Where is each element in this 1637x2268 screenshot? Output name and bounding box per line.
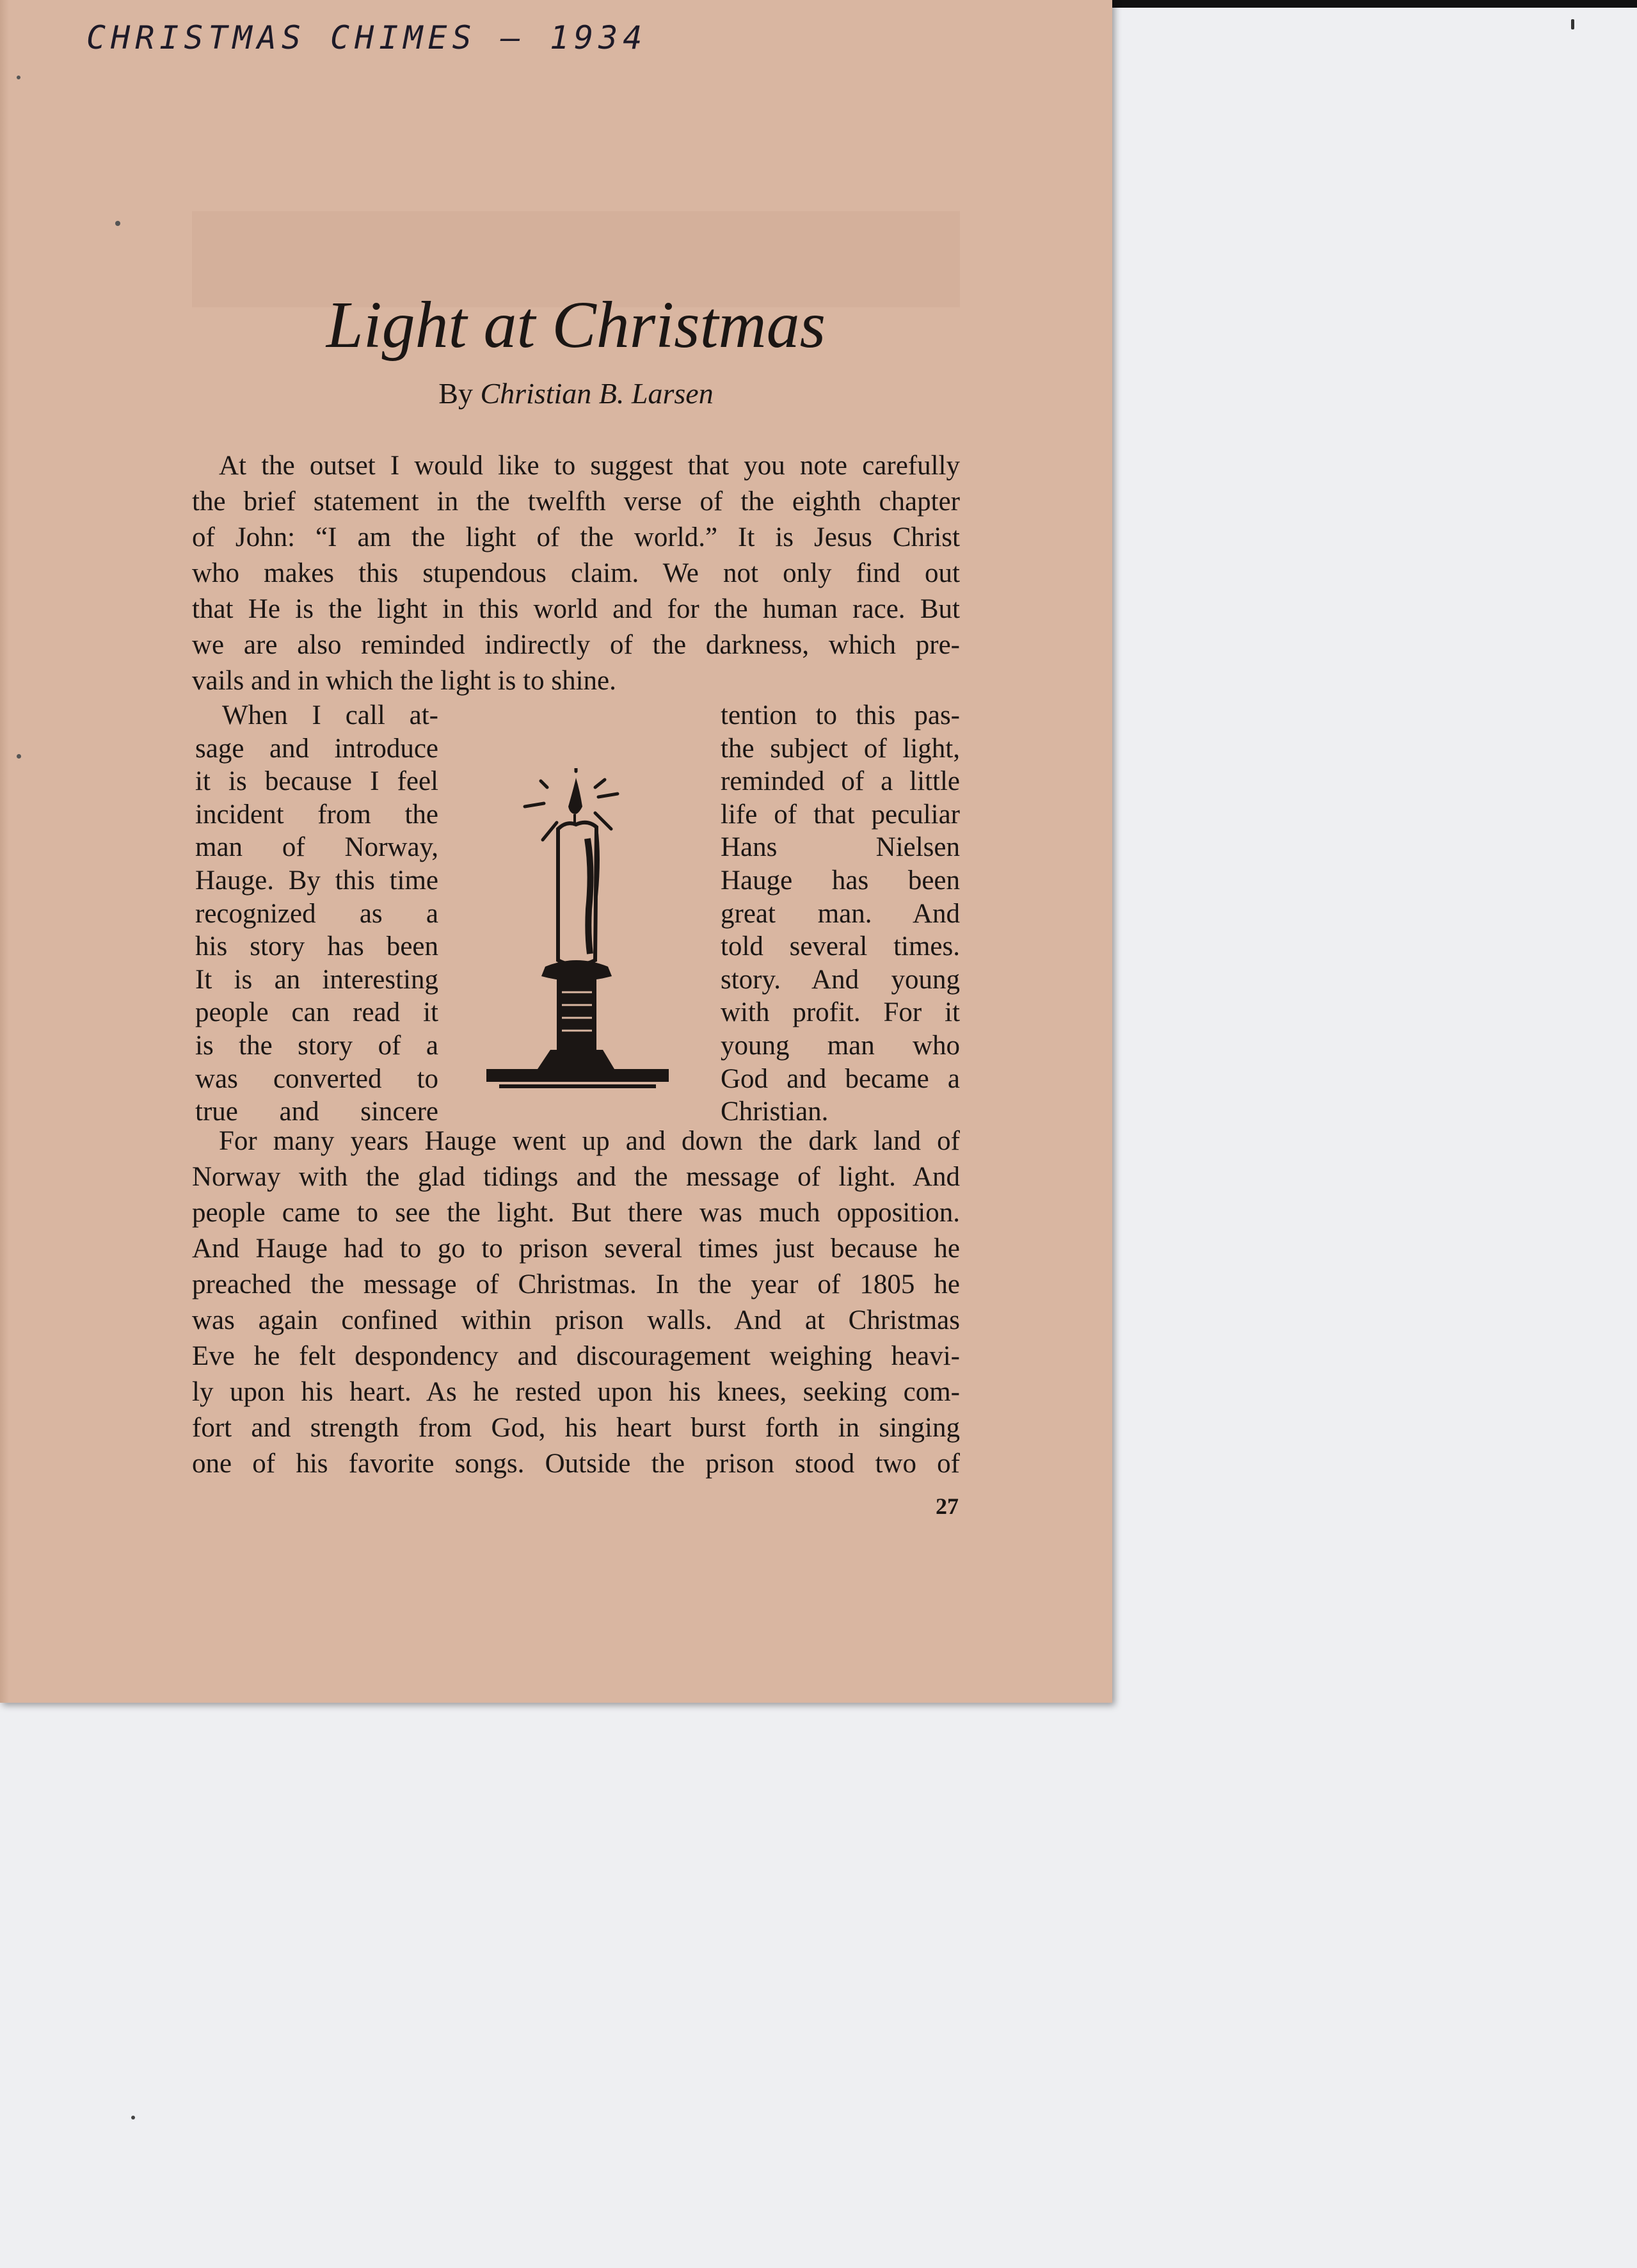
text-line: is the story of a <box>195 1030 438 1061</box>
right-column <box>721 699 960 1129</box>
text-line: man of Norway, <box>195 832 438 863</box>
text-line: story. And young <box>721 964 960 995</box>
candle-icon <box>486 768 678 1088</box>
text-line: we are also reminded indirectly of the darkness, which pre- <box>192 630 960 660</box>
text-line: Christian. <box>721 1097 829 1127</box>
text-line: For many years Hauge went up and down the dark land of <box>219 1126 960 1156</box>
scan-speck <box>115 221 120 226</box>
text-line: God and became a <box>721 1063 960 1094</box>
text-line: And Hauge had to go to prison several times just because he <box>192 1234 960 1264</box>
handwritten-note: CHRISTMAS CHIMES – 1934 <box>86 19 648 56</box>
text-line: Hauge. By this time <box>195 865 438 896</box>
text-line: fort and strength from God, his heart burst forth in singing <box>192 1413 960 1443</box>
text-line: When I call at- <box>222 700 438 730</box>
text-line: Hauge has been <box>721 865 960 896</box>
scan-speck <box>131 2116 135 2119</box>
body-paragraph <box>192 1123 960 1482</box>
byline <box>0 376 1152 410</box>
scan-speck <box>17 754 21 759</box>
text-line: told several times. <box>721 931 960 962</box>
text-line: ly upon his heart. As he rested upon his knees, seeking com- <box>192 1377 960 1407</box>
scan-speck <box>17 76 20 79</box>
text-line: recognized as a <box>195 898 438 929</box>
text-line: reminded of a little <box>721 766 960 797</box>
text-line: one of his favorite songs. Outside the prison stood two of <box>192 1449 960 1479</box>
text-line: it is because I feel <box>195 766 438 797</box>
left-column <box>195 699 438 1129</box>
scan-edge-strip <box>1112 0 1637 8</box>
article-title: Light at Christmas <box>326 288 826 362</box>
text-line: Eve he felt despondency and discouragement weighing heavi- <box>192 1341 960 1371</box>
text-line: who makes this stupendous claim. We not only find out <box>192 558 960 588</box>
text-line: Hans Nielsen <box>721 832 960 863</box>
text-line: that He is the light in this world and for the human race. But <box>192 594 960 624</box>
text-line: the brief statement in the twelfth verse of the eighth chapter <box>192 487 960 517</box>
text-line: was again confined within prison walls. And at Christmas <box>192 1305 960 1335</box>
text-line: great man. And <box>721 898 960 929</box>
text-line: Norway with the glad tidings and the message of light. And <box>192 1162 960 1192</box>
text-line: was converted to <box>195 1063 438 1094</box>
page-number: 27 <box>936 1493 959 1519</box>
text-line: sage and introduce <box>195 733 438 764</box>
text-line: It is an interesting <box>195 964 438 995</box>
byline-prefix: By <box>438 377 473 410</box>
text-line: his story has been <box>195 931 438 962</box>
intro-paragraph <box>192 448 960 699</box>
scan-speck <box>1571 19 1574 29</box>
text-line: vails and in which the light is to shine. <box>192 666 616 696</box>
text-line: with profit. For it <box>721 997 960 1028</box>
text-line: of John: “I am the light of the world.” It is Jesus Christ <box>192 522 960 552</box>
text-line: the subject of light, <box>721 733 960 764</box>
author-name: Christian B. Larsen <box>480 377 714 410</box>
page-edge <box>0 0 9 1703</box>
text-line: At the outset I would like to suggest that you note carefully <box>219 451 960 481</box>
text-line: life of that peculiar <box>721 799 960 830</box>
text-line: preached the message of Christmas. In the year of 1805 he <box>192 1269 960 1299</box>
text-line: true and sincere <box>195 1097 438 1127</box>
text-line: tention to this pas- <box>721 700 960 730</box>
text-line: young man who <box>721 1030 960 1061</box>
text-line: people can read it <box>195 997 438 1028</box>
text-line: incident from the <box>195 799 438 830</box>
text-line: people came to see the light. But there was much opposition. <box>192 1198 960 1228</box>
